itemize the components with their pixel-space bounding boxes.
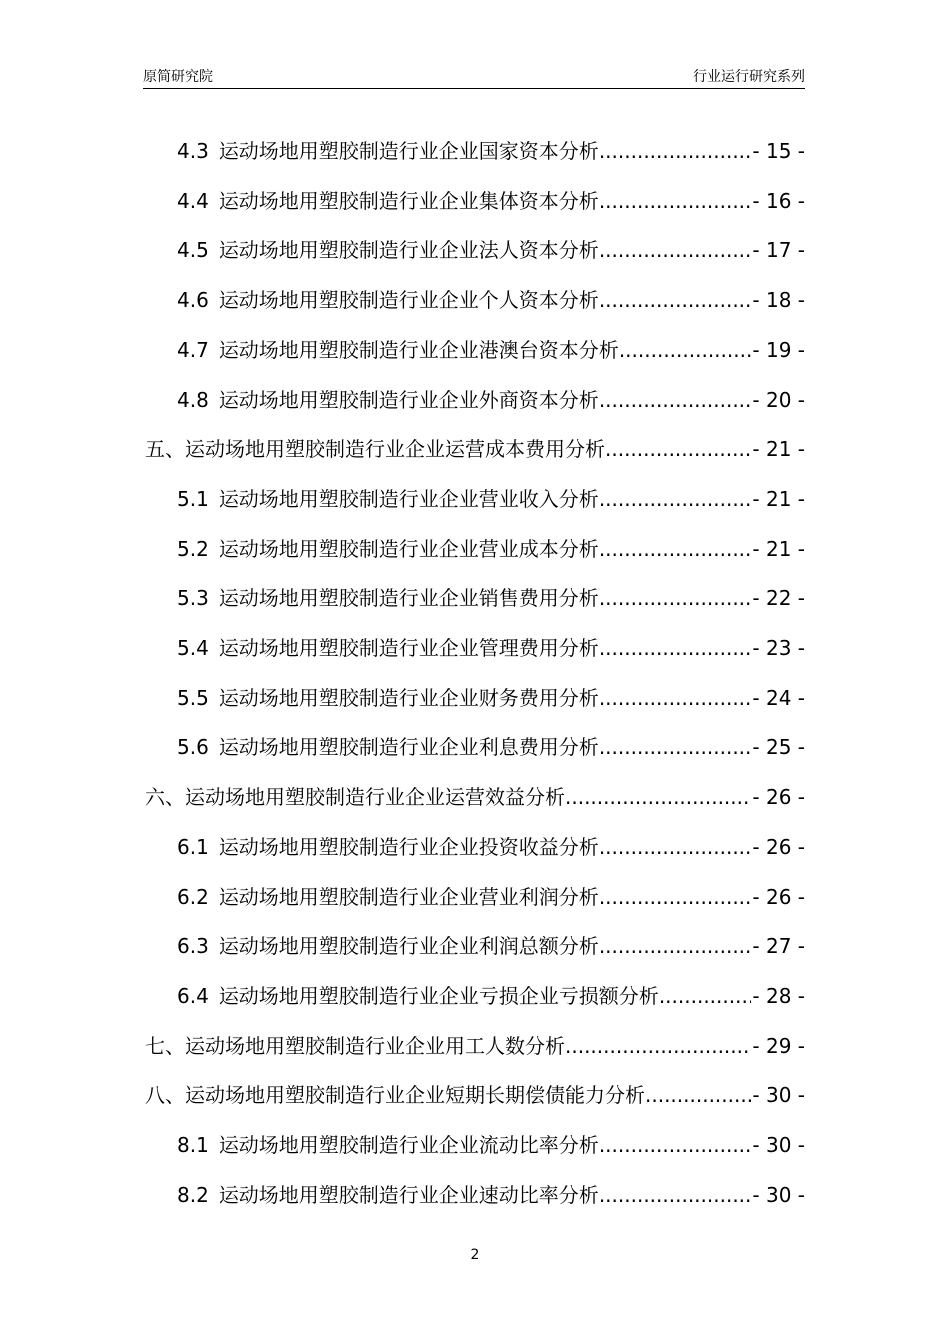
toc-entry-title: 运动场地用塑胶制造行业企业营业利润分析 <box>218 884 599 909</box>
toc-entry-page: - 28 - <box>752 983 805 1008</box>
toc-entry-page: - 19 - <box>752 337 805 362</box>
toc-entry-number: 4.8 <box>177 387 209 412</box>
toc-entry-number: 4.6 <box>177 288 209 313</box>
toc-entry-page: - 30 - <box>752 1083 805 1108</box>
toc-entry-number: 5.5 <box>177 685 209 710</box>
toc-entry-page: - 16 - <box>752 188 805 213</box>
toc-entry-page: - 21 - <box>752 437 805 462</box>
toc-entry-number: 8.1 <box>177 1133 209 1157</box>
toc-entry-title: 运动场地用塑胶制造行业企业管理费用分析 <box>218 636 599 660</box>
toc-entry-title: 七、运动场地用塑胶制造行业企业用工人数分析 <box>145 1033 565 1058</box>
toc-entry-page: - 26 - <box>752 834 805 859</box>
toc-entry[interactable] <box>177 484 805 514</box>
toc-entry-number: 4.3 <box>177 139 209 163</box>
toc-entry-title: 运动场地用塑胶制造行业企业营业成本分析 <box>218 536 599 561</box>
toc-entry[interactable] <box>177 335 805 365</box>
toc-entry[interactable] <box>177 136 805 166</box>
toc-entry-page: - 21 - <box>752 486 805 511</box>
toc-entry-number: 5.4 <box>177 636 209 660</box>
toc-dot-leader <box>599 136 752 166</box>
toc-entry-title: 五、运动场地用塑胶制造行业企业运营成本费用分析 <box>145 437 605 462</box>
toc-entry-page: - 17 - <box>752 238 805 263</box>
toc-dot-leader <box>599 534 752 564</box>
toc-dot-leader <box>599 832 752 862</box>
toc-entry-page: - 29 - <box>752 1033 805 1058</box>
toc-entry[interactable] <box>177 732 805 762</box>
toc-entry-page: - 21 - <box>752 536 805 561</box>
toc-entry[interactable] <box>177 832 805 862</box>
header-series-name: 行业运行研究系列 <box>693 69 805 85</box>
toc-entry[interactable] <box>145 1080 805 1110</box>
toc-entry-number: 5.6 <box>177 735 209 760</box>
toc-entry[interactable] <box>177 683 805 713</box>
toc-entry-page: - 30 - <box>752 1182 805 1207</box>
toc-dot-leader <box>599 583 752 613</box>
toc-entry-number: 4.4 <box>177 188 209 213</box>
toc-dot-leader <box>599 683 752 713</box>
toc-dot-leader <box>599 732 752 762</box>
toc-entry[interactable] <box>145 1031 805 1061</box>
toc-entry[interactable] <box>145 782 805 812</box>
toc-entry-page: - 15 - <box>752 139 805 163</box>
toc-entry-page: - 25 - <box>752 735 805 760</box>
toc-entry-title: 运动场地用塑胶制造行业企业投资收益分析 <box>218 834 599 859</box>
toc-entry-title: 八、运动场地用塑胶制造行业企业短期长期偿债能力分析 <box>145 1083 645 1108</box>
toc-entry-title: 运动场地用塑胶制造行业企业销售费用分析 <box>218 586 599 611</box>
toc-entry[interactable] <box>177 931 805 961</box>
toc-entry-title: 运动场地用塑胶制造行业企业国家资本分析 <box>218 139 599 163</box>
toc-entry-page: - 26 - <box>752 785 805 810</box>
toc-dot-leader <box>599 882 752 912</box>
toc-dot-leader <box>599 1180 752 1210</box>
toc-entry-title: 运动场地用塑胶制造行业企业利息费用分析 <box>218 735 599 760</box>
page-header <box>143 66 805 89</box>
header-org-name: 原简研究院 <box>143 69 213 85</box>
toc-entry-title: 六、运动场地用塑胶制造行业企业运营效益分析 <box>145 785 565 810</box>
toc-entry[interactable] <box>177 186 805 216</box>
toc-entry[interactable] <box>177 235 805 265</box>
toc-entry-title: 运动场地用塑胶制造行业企业速动比率分析 <box>218 1182 599 1207</box>
toc-entry-number: 4.7 <box>177 337 209 362</box>
toc-entry-title: 运动场地用塑胶制造行业企业法人资本分析 <box>218 238 599 263</box>
toc-entry-number: 4.5 <box>177 238 209 263</box>
toc-entry-number: 5.2 <box>177 536 209 561</box>
toc-dot-leader <box>645 1080 751 1110</box>
toc-entry-page: - 20 - <box>752 387 805 412</box>
toc-entry[interactable] <box>177 285 805 315</box>
toc-entry-title: 运动场地用塑胶制造行业企业利润总额分析 <box>218 934 599 959</box>
toc-entry-number: 6.1 <box>177 834 209 859</box>
toc-entry-page: - 26 - <box>752 884 805 909</box>
toc-entry[interactable] <box>177 981 805 1011</box>
toc-entry-number: 6.2 <box>177 884 209 909</box>
toc-entry-title: 运动场地用塑胶制造行业企业外商资本分析 <box>218 387 599 412</box>
toc-entry-page: - 27 - <box>752 934 805 959</box>
page-number: 2 <box>470 1247 480 1263</box>
toc-entry[interactable] <box>177 534 805 564</box>
toc-entry[interactable] <box>177 633 805 663</box>
toc-dot-leader <box>599 385 752 415</box>
toc-dot-leader <box>659 981 752 1011</box>
toc-dot-leader <box>565 782 751 812</box>
toc-entry-title: 运动场地用塑胶制造行业企业财务费用分析 <box>218 685 599 710</box>
toc-entry-page: - 18 - <box>752 288 805 313</box>
toc-entry-number: 5.1 <box>177 486 209 511</box>
toc-entry-page: - 30 - <box>752 1133 805 1157</box>
toc-entry-title: 运动场地用塑胶制造行业企业营业收入分析 <box>218 486 599 511</box>
toc-dot-leader <box>599 186 752 216</box>
toc-entry-number: 8.2 <box>177 1182 209 1207</box>
toc-dot-leader <box>599 1130 752 1160</box>
toc-entry-number: 5.3 <box>177 586 209 611</box>
toc-dot-leader <box>619 335 752 365</box>
toc-entry[interactable] <box>177 385 805 415</box>
toc-entry-title: 运动场地用塑胶制造行业企业个人资本分析 <box>218 288 599 313</box>
toc-entry-title: 运动场地用塑胶制造行业企业港澳台资本分析 <box>218 337 619 362</box>
toc-entry[interactable] <box>177 1130 805 1160</box>
toc-dot-leader <box>605 434 751 464</box>
toc-entry-page: - 22 - <box>752 586 805 611</box>
toc-entry-page: - 24 - <box>752 685 805 710</box>
toc-entry-page: - 23 - <box>752 636 805 660</box>
toc-entry-number: 6.4 <box>177 983 209 1008</box>
toc-dot-leader <box>599 633 752 663</box>
toc-entry[interactable] <box>145 434 805 464</box>
toc-entry-number: 6.3 <box>177 934 209 959</box>
toc-entry-title: 运动场地用塑胶制造行业企业集体资本分析 <box>218 188 599 213</box>
toc-entry-title: 运动场地用塑胶制造行业企业流动比率分析 <box>218 1133 599 1157</box>
toc-dot-leader <box>599 484 752 514</box>
toc-dot-leader <box>599 285 752 315</box>
toc-dot-leader <box>599 235 752 265</box>
toc-dot-leader <box>599 931 752 961</box>
toc-entry[interactable] <box>177 882 805 912</box>
toc-entry[interactable] <box>177 583 805 613</box>
toc-dot-leader <box>565 1031 751 1061</box>
toc-entry-title: 运动场地用塑胶制造行业企业亏损企业亏损额分析 <box>218 983 659 1008</box>
toc-entry[interactable] <box>177 1180 805 1210</box>
